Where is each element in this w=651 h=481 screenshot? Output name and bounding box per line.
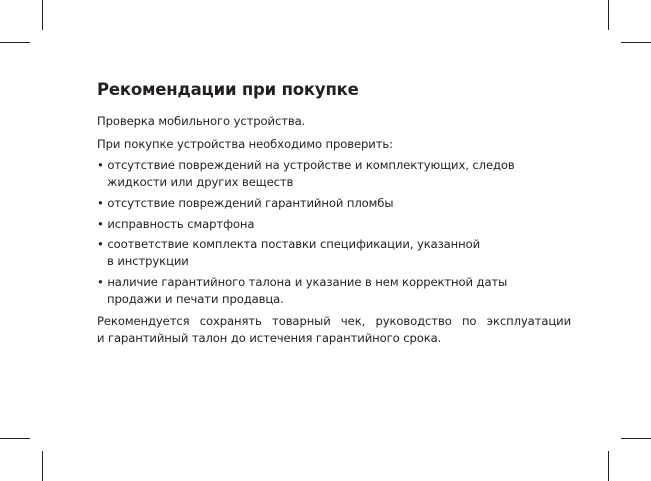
bullet-item: • отсутствие повреждений гарантийной пломбы	[97, 196, 394, 210]
page-title: Рекомендации при покупке	[97, 80, 359, 99]
bullet-item-continuation: в инструкции	[107, 254, 189, 268]
bullet-item-continuation: продажи и печати продавца.	[107, 292, 284, 306]
bullet-item-continuation: жидкости или других веществ	[107, 175, 294, 189]
crop-mark	[608, 0, 609, 30]
crop-mark	[621, 438, 651, 439]
bullet-item: • исправность смартфона	[97, 217, 255, 231]
crop-mark	[42, 0, 43, 30]
crop-mark	[0, 42, 30, 43]
bullet-item: • соответствие комплекта поставки спецификации, указанной	[97, 237, 481, 251]
closing-line: Рекомендуется сохранять товарный чек, руководство по эксплуатации	[97, 314, 571, 328]
crop-mark	[0, 438, 30, 439]
bullet-item: • наличие гарантийного талона и указание в нем корректной даты	[97, 275, 508, 289]
crop-mark	[621, 42, 651, 43]
crop-mark	[608, 451, 609, 481]
bullet-item: • отсутствие повреждений на устройстве и комплектующих, следов	[97, 158, 515, 172]
crop-mark	[42, 451, 43, 481]
intro-line: Проверка мобильного устройства.	[97, 114, 306, 128]
closing-line: и гарантийный талон до истечения гарантийного срока.	[97, 331, 442, 345]
intro-line: При покупке устройства необходимо проверить:	[97, 137, 393, 151]
